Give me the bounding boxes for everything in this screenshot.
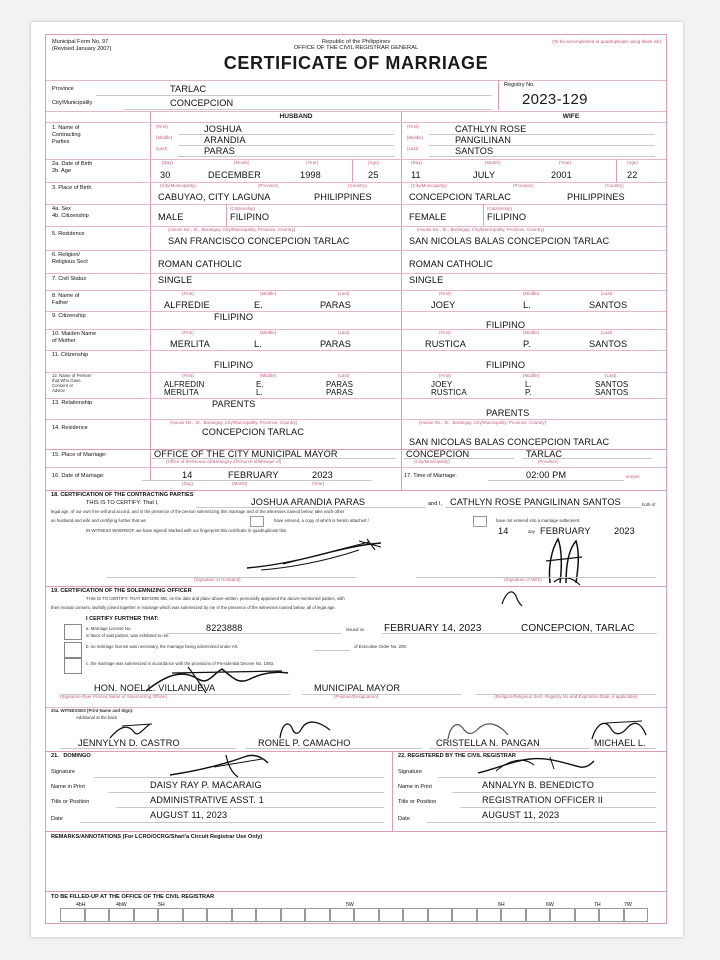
sublabel-last-wc: (Last) [605,373,617,378]
cert-wit-year: 2023 [614,526,635,536]
wife-sex: FEMALE [409,212,447,222]
label-item-c: c. the marriage was solemnized in accordance with the provisions of Presidential Decree No. 1083. [86,661,275,666]
wife-consent2-first: RUSTICA [431,388,467,397]
wife-signature [536,535,596,587]
checkbox-item-c[interactable] [64,658,82,674]
husband-father-last: PARAS [320,300,351,310]
sublabel-officer-position: (Position/Designation) [334,694,379,699]
footer-box[interactable] [501,908,526,922]
cert-officer-body2: their mutual consent, lawfully joined together in marriage which was solemnized by me in the presence of the witnesses named below, all of legal age. [51,605,336,610]
checkbox-entered[interactable] [250,516,264,527]
certificate-page [31,22,683,937]
label-title-21: Title or Position [51,799,90,805]
sublabel-middle-hf: (Middle) [260,291,277,296]
sublabel-last-wf: (Last) [601,291,613,296]
sublabel-middle-w: (Middle) [407,135,424,140]
wife-birth-year: 2001 [551,170,572,180]
witness-name-3: CRISTELLA N. PANGAN [436,738,540,748]
wife-father-middle: L. [523,300,531,310]
received-by-name: DAISY RAY P. MACARAIG [150,780,262,790]
registry-no-value: 2023-129 [522,90,588,108]
received-by-date: AUGUST 11, 2023 [150,810,228,820]
label-date-21: Date [51,816,63,822]
footer-box[interactable] [281,908,306,922]
label-signature-21: Signature [51,769,75,775]
label-title-22: Title or Position [398,799,437,805]
husband-consent1-first: ALFREDIN [164,380,205,389]
province-label: Province [52,86,74,92]
label-item-b2: of Executive Order No. 209. [354,644,408,649]
label-citizenship-9: 9. Citizenship [52,313,86,319]
sublabel-last-hm: (Last) [338,330,350,335]
footer-box[interactable] [232,908,257,922]
wife-father-first: JOEY [431,300,456,310]
column-header-husband: HUSBAND [279,113,313,120]
registry-no-block [504,82,588,108]
sublabel-middle-wf: (Middle) [523,291,540,296]
husband-first-name: JOSHUA [204,124,242,134]
footer-box[interactable] [109,908,134,922]
label-signature-22: Signature [398,769,422,775]
sublabel-residence-w14: (House No., St., Barangay, City/Municipality, Province, Country) [419,420,547,425]
divider-remarks-bottom [46,891,666,892]
marriage-place-city: CONCEPCION [406,449,470,459]
sublabel-last-wm: (Last) [601,330,613,335]
husband-mother-last: PARAS [320,339,351,349]
husband-birth-city: CABUYAO, CITY LAGUNA [158,192,271,202]
husband-father-citizenship: FILIPINO [214,312,254,322]
heading-registered-by: 22. REGISTERED BY THE CIVIL REGISTRAR [398,753,516,759]
sublabel-day-w: (Day) [411,160,423,165]
label-father: 8. Name of Father [52,293,80,306]
wife-consent-residence: SAN NICOLAS BALAS CONCEPCION TARLAC [409,437,610,447]
registered-by-date: AUGUST 11, 2023 [482,810,560,820]
sublabel-month-h: (Month) [234,160,250,165]
sublabel-middle-hc: (Middle) [260,373,277,378]
husband-last-name: PARAS [204,146,235,156]
divider-registry [498,80,499,110]
stray-initial-mark [498,586,524,608]
husband-birth-country: PHILIPPINES [314,192,372,202]
footer-box[interactable] [526,908,551,922]
husband-consent2-last: PARAS [326,388,354,397]
witness-name-1: JENNYLYN D. CASTRO [78,738,180,748]
label-license-favor: in favor of said parties, was exhibited to me. [86,633,170,638]
wife-birth-country: PHILIPPINES [567,192,625,202]
footer-code-7w: 7W [624,902,632,908]
sublabel-country-w3: (Country) [605,183,624,188]
heading-cert-parties: 18. CERTIFICATION OF THE CONTRACTING PARTIES [51,492,194,498]
label-consent-residence: 14. Residence [52,425,88,431]
checkbox-not-entered[interactable] [473,516,487,527]
husband-birth-day: 30 [160,170,171,180]
label-sex-citizenship: 4a. Sex 4b. Citizenship [52,206,89,219]
sublabel-province-h3: (Province) [258,183,279,188]
cert-parties-intro: THIS IS TO CERTIFY: That I, [86,500,159,506]
wife-religion: ROMAN CATHOLIC [409,259,493,269]
wife-consent2-middle: P. [525,388,532,397]
husband-civil-status: SINGLE [158,275,193,285]
wife-age: 22 [627,170,638,180]
sublabel-age-h: (Age) [368,160,380,165]
divider-center [401,111,402,490]
sublabel-first-w: (First) [407,124,419,129]
sublabel-residence-w: (House No., St., Barangay, City/Municipality, Province, Country) [417,227,545,232]
husband-consent-residence: CONCEPCION TARLAC [202,427,304,437]
wife-birth-month: JULY [473,170,496,180]
license-number: 8223888 [206,623,243,633]
label-place-of-marriage: 15. Place of Marriage: [52,452,107,458]
footer-box[interactable] [575,908,600,922]
cert-parties-body2c: have not entered into a marriage settlement. [496,518,581,523]
sublabel-country-h3: (Country) [348,183,367,188]
marriage-day: 14 [182,470,193,480]
husband-father-first: ALFREDIE [164,300,210,310]
husband-signature [241,538,401,572]
husband-mother-middle: L. [254,339,262,349]
wife-mother-first: RUSTICA [425,339,467,349]
husband-consent2-first: MERLITA [164,388,199,397]
sublabel-citymun-15: (City/Municipality) [414,459,450,464]
husband-citizenship: FILIPINO [230,212,270,222]
wife-citizenship: FILIPINO [487,212,527,222]
cert-officer-body1: THIS IS TO CERTIFY: THAT BEFORE ME, on the date and place above-written, personally appeared the above-mentioned parties, with [86,596,345,601]
wife-mother-last: SANTOS [589,339,628,349]
husband-religion: ROMAN CATHOLIC [158,259,242,269]
cert-parties-body2b: have entered, a copy of which is hereto attached / [274,518,369,523]
sublabel-citymun-w3: (City/Municipality) [411,183,447,188]
label-issued-on: issued on [346,627,365,632]
label-mother: 10. Maiden Name of Mother [52,331,97,344]
registered-by-name: ANNALYN B. BENEDICTO [482,780,594,790]
city-value: CONCEPCION [170,98,234,108]
sublabel-day-h: (Day) [162,160,174,165]
husband-consent1-last: PARAS [326,380,354,389]
form-number: Municipal Form No. 97 [52,39,109,45]
sublabel-citizenship-h: (Citizenship) [230,206,256,211]
received-by-value: DOMINGO [63,753,91,759]
husband-mother-first: MERLITA [170,339,210,349]
cert-husband-name: JOSHUA ARANDIA PARAS [251,497,366,507]
cert-officer-further: I CERTIFY FURTHER THAT: [86,616,159,622]
sublabel-ampm: am/pm [626,474,640,479]
cert-wife-name: CATHLYN ROSE PANGILINAN SANTOS [450,497,621,507]
label-date-22: Date [398,816,410,822]
sublabel-day-16: (Day) [182,481,194,486]
sublabel-first-hm: (First) [182,330,194,335]
checkbox-item-b[interactable] [64,642,82,658]
footer-code-5h: 5H [158,902,165,908]
label-item-b: b. no marriage license was necessary, the marriage being solemnized under Art. [86,644,239,649]
checkbox-item-a[interactable] [64,624,82,640]
footer-code-6w: 6W [546,902,554,908]
marriage-month: FEBRUARY [228,470,279,480]
cert-wit-day: 14 [498,526,509,536]
cert-parties-body2: as husband and wife and certifying further that we [51,518,146,523]
husband-relationship: PARENTS [212,399,256,409]
husband-sex: MALE [158,212,184,222]
column-header-wife: WIFE [562,113,580,120]
husband-mother-citizenship: FILIPINO [214,360,254,370]
received-by-title: ADMINISTRATIVE ASST. 1 [150,795,264,805]
province-row [52,83,498,97]
husband-birth-month: DECEMBER [208,170,261,180]
sublabel-first-wm: (First) [439,330,451,335]
republic-line: Republic of the Philippines [321,39,391,45]
wife-middle-name: PANGILINAN [455,135,511,145]
footer-box[interactable] [330,908,355,922]
footer-box[interactable] [477,908,502,922]
heading-witnesses: 20a. WITNESSES (Print Name and Sign): [51,708,134,713]
footer-code-5w: 5W [346,902,354,908]
wife-mother-citizenship: FILIPINO [486,360,526,370]
heading-received-by [51,753,91,760]
page-title: CERTIFICATE OF MARRIAGE [223,53,489,73]
husband-age: 25 [368,170,379,180]
sublabel-first-wc: (First) [439,373,451,378]
sublabel-middle-wm: (Middle) [523,330,540,335]
divider-label-col [150,111,151,480]
received-by-signature [166,753,276,779]
sublabel-middle-wc: (Middle) [523,373,540,378]
label-dob-age: 2a. Date of Birth 2b. Age [52,161,93,174]
license-date: FEBRUARY 14, 2023 [384,623,482,634]
received-by-number: 21. [51,753,59,759]
sublabel-province-15: (Province) [538,459,559,464]
certificate-form [45,34,667,924]
footer-box[interactable] [158,908,183,922]
heading-cert-officer: 19. CERTIFICATION OF THE SOLEMNIZING OFFICER [51,588,192,594]
footer-box[interactable] [256,908,281,922]
sublabel-middle-hm: (Middle) [260,330,277,335]
footer-box[interactable] [452,908,477,922]
sublabel-residence-h14: (House No., St., Barangay, City/Municipality, Province, Country) [170,420,298,425]
city-label: City/Municipality [52,100,93,106]
sublabel-month-w: (Month) [485,160,501,165]
footer-box[interactable] [599,908,624,922]
wife-relationship: PARENTS [486,408,530,418]
officer-position: MUNICIPAL MAYOR [314,683,401,693]
wife-residence: SAN NICOLAS BALAS CONCEPCION TARLAC [409,236,610,246]
label-religion: 6. Religion/ Religious Sect [52,252,88,265]
sublabel-year-h: (Year) [306,160,319,165]
husband-middle-name: ARANDIA [204,135,246,145]
label-relationship: 13. Relationship [52,400,93,406]
wife-civil-status: SINGLE [409,275,444,285]
marriage-year: 2023 [312,470,333,480]
sublabel-sig-wife: (Signature of Wife) [504,577,542,582]
footer-box[interactable] [550,908,575,922]
footer-code-4bh: 4bH [76,902,86,908]
label-time-of-marriage: 17. Time of Marriage: [404,473,457,479]
subheading-witnesses: Additional at the back [76,715,118,720]
license-place: CONCEPCION, TARLAC [521,623,635,634]
footer-box[interactable] [60,908,85,922]
sublabel-first-hc: (First) [182,373,194,378]
sublabel-citymun-h3: (City/Municipality) [160,183,196,188]
sublabel-officer-name: (Signature Over Printed Name of Solemnizing Officer) [60,694,168,699]
wife-first-name: CATHLYN ROSE [455,124,527,134]
sublabel-first-wf: (First) [439,291,451,296]
wife-birth-day: 11 [411,170,421,180]
label-citizenship-11: 11. Citizenship [52,352,89,358]
label-consent-person: 12. Name of Person/ that Who Gave Consent or Advice [52,373,92,393]
city-row [52,97,498,111]
label-residence: 5. Residence [52,231,85,237]
wife-father-last: SANTOS [589,300,628,310]
sublabel-residence-h: (House No., St., Barangay, City/Municipality, Province, Country) [168,227,296,232]
footer-box[interactable] [207,908,232,922]
wife-consent1-first: JOEY [431,380,453,389]
sublabel-officer-registry: (Religion/Religious Sect, Registry No and Expiration Date, if applicable) [494,694,638,699]
label-place-of-birth: 3. Place of Birth [52,185,92,191]
label-name-of-parties: 1. Name of Contracting Parties [52,125,81,145]
witness-name-4: MICHAEL L. [594,738,646,748]
sublabel-last-hc: (Last) [338,373,350,378]
province-value: TARLAC [170,84,207,94]
footer-box[interactable] [85,908,110,922]
cert-day-word: day [528,529,535,534]
office-line: OFFICE OF THE CIVIL REGISTRAR GENERAL [293,45,419,51]
sublabel-month-16: (Month) [232,481,248,486]
wife-last-name: SANTOS [455,146,494,156]
husband-residence: SAN FRANCISCO CONCEPCION TARLAC [168,236,350,246]
cert-wit-month: FEBRUARY [540,526,591,536]
sublabel-place-note: (Office of the/House of/Barangay of/Church of/Mosque of) [166,459,282,464]
wife-consent2-last: SANTOS [595,388,629,397]
sublabel-year-w: (Year) [559,160,572,165]
cert-and-i: and I, [428,501,442,507]
cert-both-of: both of [642,502,656,507]
sublabel-year-16: (Year) [312,481,325,486]
sublabel-age-w: (Age) [627,160,639,165]
sublabel-last-hf: (Last) [338,291,350,296]
footer-box[interactable] [134,908,159,922]
footer-code-6h: 6H [498,902,505,908]
label-name-21: Name in Print [51,784,85,790]
officer-name: HON. NOEL L. VILLANUEVA [94,683,216,693]
registered-by-signature [476,755,596,777]
footer-code-7h: 7H [594,902,601,908]
footer-box[interactable] [183,908,208,922]
registered-by-title: REGISTRATION OFFICER II [482,795,604,805]
cert-parties-body1: legal age, of our own free will and accord, and in the presence of the person solemnizing this marriage and of the witnesses named below, take each other [51,509,345,514]
sublabel-sig-husband: (Signature of Husband) [194,577,241,582]
footer-box[interactable] [428,908,453,922]
witness-name-2: RONEL P. CAMACHO [258,738,351,748]
form-revision: (Revised January 2007) [52,45,112,52]
marriage-place-province: TARLAC [526,449,563,459]
husband-father-middle: E. [254,300,263,310]
heading-remarks: REMARKS/ANNOTATIONS (For LCRO/OCRG/Shari'a Circuit Registrar Use Only) [51,834,263,840]
heading-footer: TO BE FILLED-UP AT THE OFFICE OF THE CIVIL REGISTRAR [51,894,215,900]
registry-no-label: Registry No. [504,82,535,88]
marriage-time: 02:00 PM [526,470,567,480]
label-date-of-marriage: 16. Date of Marriage: [52,473,105,479]
wife-consent1-last: SANTOS [595,380,629,389]
sublabel-middle-h: (Middle) [156,135,173,140]
footer-box[interactable] [354,908,379,922]
sublabel-citizenship-w: (Citizenship) [487,206,513,211]
sublabel-last-h: (Last) [156,146,168,151]
label-civil-status: 7. Civil Status [52,276,87,282]
husband-birth-year: 1998 [300,170,321,180]
divider-band [46,111,666,112]
quadruplicate-note: (To be accomplished in quadruplicate using black ink) [552,38,661,44]
label-name-22: Name in Print [398,784,432,790]
wife-mother-middle: P. [523,339,531,349]
sublabel-first-h: (First) [156,124,168,129]
footer-box[interactable] [379,908,404,922]
footer-box[interactable] [305,908,330,922]
label-license-no: a. Marriage License No. [86,626,132,631]
sublabel-last-w: (Last) [407,146,419,151]
wife-consent1-middle: L. [525,380,532,389]
husband-consent2-middle: L. [256,388,263,397]
footer-code-4bw: 4bW [116,902,127,908]
wife-birth-city: CONCEPCION TARLAC [409,192,511,202]
wife-father-citizenship: FILIPINO [486,320,526,330]
footer-box[interactable] [624,908,649,922]
divider-header [46,80,666,81]
sublabel-province-w3: (Province) [513,183,534,188]
cert-parties-body3: IN WITNESS WHEREOF, we have signed/ Marked with our fingerprint this certificate in quadruplicate this [86,528,287,533]
sublabel-first-hf: (First) [182,291,194,296]
footer-box[interactable] [403,908,428,922]
husband-consent1-middle: E. [256,380,264,389]
marriage-place: OFFICE OF THE CITY MUNICIPAL MAYOR [154,449,338,459]
